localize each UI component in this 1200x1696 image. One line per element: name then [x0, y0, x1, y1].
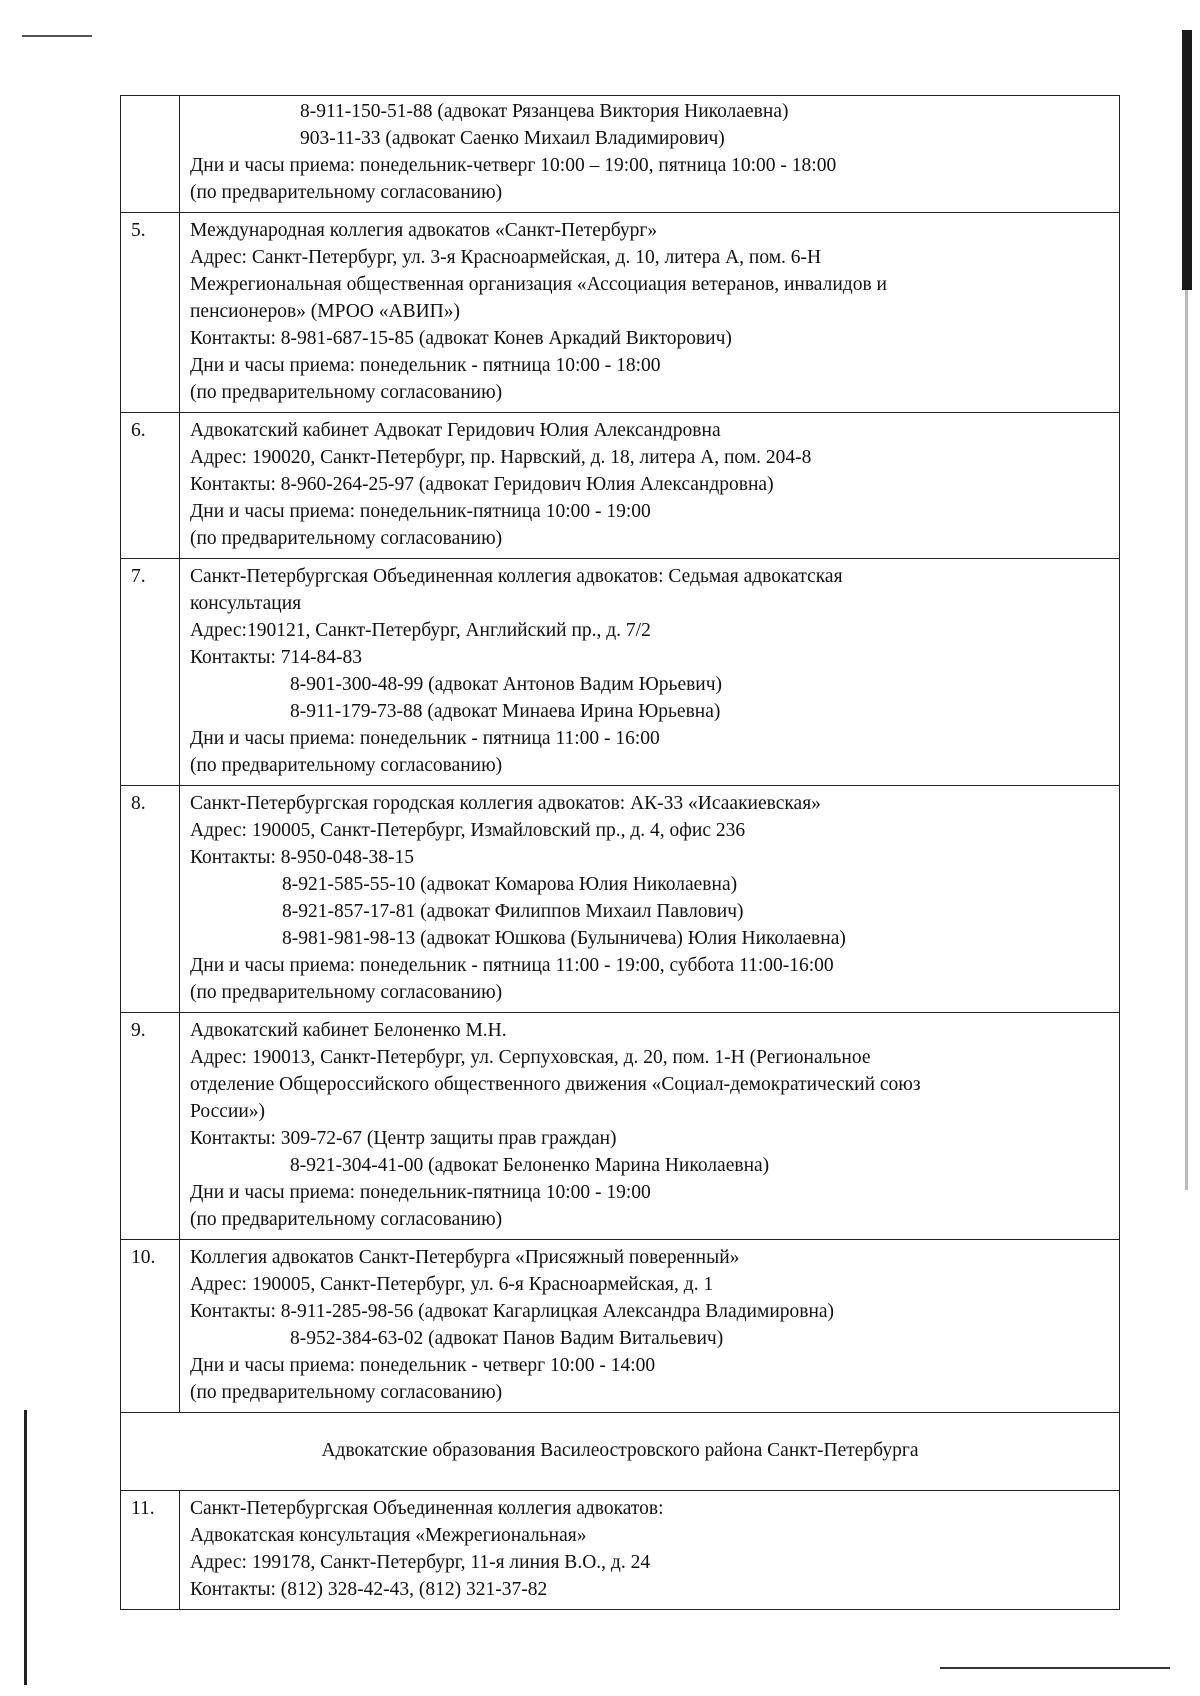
scan-artifact-right-edge: [1182, 30, 1192, 290]
row-text-line: Контакты: 8-960-264-25-97 (адвокат Геридович Юлия Александровна): [190, 474, 774, 495]
row-text-line: отделение Общероссийского общественного движения «Социал-демократический союз: [190, 1074, 921, 1095]
row-text-line: Адрес: Санкт-Петербург, ул. 3-я Красноармейская, д. 10, литера А, пом. 6-Н: [190, 247, 822, 268]
row-content: [180, 786, 1120, 1013]
row-number: 9.: [121, 1013, 180, 1240]
row-text-line: 8-952-384-63-02 (адвокат Панов Вадим Витальевич): [290, 1328, 724, 1349]
row-text-line: Санкт-Петербургская Объединенная коллегия адвокатов: Седьмая адвокатская: [190, 566, 843, 587]
row-text-line: 8-981-981-98-13 (адвокат Юшкова (Булыничева) Юлия Николаевна): [282, 928, 846, 949]
row-text-line: Адвокатская консультация «Межрегиональная»: [190, 1525, 587, 1546]
row-text-line: Контакты: 714-84-83: [190, 647, 363, 668]
row-text-line: Контакты: 8-911-285-98-56 (адвокат Кагарлицкая Александра Владимировна): [190, 1301, 835, 1322]
row-text-line: Контакты: 8-981-687-15-85 (адвокат Конев Аркадий Викторович): [190, 328, 732, 349]
row-text-line: 8-911-150-51-88 (адвокат Рязанцева Виктория Николаевна): [300, 101, 789, 122]
row-text-line: Адвокатский кабинет Адвокат Геридович Юлия Александровна: [190, 420, 721, 441]
table-row: [121, 559, 1120, 786]
row-content: [180, 1491, 1120, 1610]
row-text-line: Адрес: 190005, Санкт-Петербург, Измайловский пр., д. 4, офис 236: [190, 820, 746, 841]
row-number: [121, 96, 180, 213]
lawyers-table: [120, 95, 1120, 1610]
section-heading-row: [121, 1413, 1120, 1491]
scan-artifact-right-shadow: [1185, 290, 1188, 1190]
row-text-line: (по предварительному согласованию): [190, 382, 503, 403]
row-text-line: Межрегиональная общественная организация «Ассоциация ветеранов, инвалидов и: [190, 274, 887, 295]
row-text-line: Дни и часы приема: понедельник - четверг 10:00 - 14:00: [190, 1355, 656, 1376]
row-text-line: 8-911-179-73-88 (адвокат Минаева Ирина Юрьевна): [290, 701, 721, 722]
row-text-line: Адвокатский кабинет Белоненко М.Н.: [190, 1020, 507, 1041]
row-number: 6.: [121, 413, 180, 559]
row-text-line: 8-921-304-41-00 (адвокат Белоненко Марина Николаевна): [290, 1155, 770, 1176]
scan-artifact-left-edge: [24, 1410, 27, 1685]
row-text-line: консультация: [190, 593, 302, 614]
row-text-line: Дни и часы приема: понедельник-четверг 10:00 – 19:00, пятница 10:00 - 18:00: [190, 155, 837, 176]
row-text-line: (по предварительному согласованию): [190, 1209, 503, 1230]
row-text-line: пенсионеров» (МРОО «АВИП»): [190, 301, 460, 322]
table-row: [121, 1491, 1120, 1610]
row-text-line: Санкт-Петербургская городская коллегия адвокатов: АК-33 «Исаакиевская»: [190, 793, 821, 814]
table-row: [121, 413, 1120, 559]
row-text-line: Адрес: 190020, Санкт-Петербург, пр. Нарвский, д. 18, литера А, пом. 204-8: [190, 447, 812, 468]
lawyers-table-body: [121, 96, 1120, 1610]
row-text-line: (по предварительному согласованию): [190, 528, 503, 549]
row-text-line: (по предварительному согласованию): [190, 755, 503, 776]
row-text-line: Дни и часы приема: понедельник - пятница 10:00 - 18:00: [190, 355, 661, 376]
row-content: [180, 413, 1120, 559]
row-text-line: Адрес: 190005, Санкт-Петербург, ул. 6-я Красноармейская, д. 1: [190, 1274, 714, 1295]
section-heading: Адвокатские образования Василеостровского района Санкт-Петербурга: [121, 1413, 1120, 1491]
row-text-line: Международная коллегия адвокатов «Санкт-Петербург»: [190, 220, 658, 241]
row-content: [180, 1013, 1120, 1240]
table-row: [121, 1240, 1120, 1413]
row-text-line: России»): [190, 1101, 266, 1122]
row-text-line: (по предварительному согласованию): [190, 982, 503, 1003]
row-text-line: 903-11-33 (адвокат Саенко Михаил Владимирович): [300, 128, 725, 149]
row-text-line: Дни и часы приема: понедельник-пятница 10:00 - 19:00: [190, 501, 651, 522]
row-text-line: 8-921-585-55-10 (адвокат Комарова Юлия Николаевна): [282, 874, 738, 895]
row-text-line: Адрес:190121, Санкт-Петербург, Английский пр., д. 7/2: [190, 620, 651, 641]
table-row: [121, 786, 1120, 1013]
row-text-line: (по предварительному согласованию): [190, 1382, 503, 1403]
row-content: [180, 1240, 1120, 1413]
table-row: [121, 96, 1120, 213]
row-text-line: Адрес: 199178, Санкт-Петербург, 11-я линия В.О., д. 24: [190, 1552, 651, 1573]
row-text-line: Контакты: 309-72-67 (Центр защиты прав граждан): [190, 1128, 617, 1149]
row-content: [180, 96, 1120, 213]
row-text-line: 8-901-300-48-99 (адвокат Антонов Вадим Юрьевич): [290, 674, 723, 695]
row-number: 10.: [121, 1240, 180, 1413]
row-content: [180, 559, 1120, 786]
row-text-line: Дни и часы приема: понедельник - пятница 11:00 - 19:00, суббота 11:00-16:00: [190, 955, 834, 976]
row-number: 5.: [121, 213, 180, 413]
table-row: [121, 213, 1120, 413]
row-text-line: Контакты: 8-950-048-38-15: [190, 847, 414, 868]
table-row: [121, 1013, 1120, 1240]
scan-artifact-bottom-line: [940, 1667, 1170, 1669]
row-text-line: Дни и часы приема: понедельник - пятница 11:00 - 16:00: [190, 728, 660, 749]
row-text-line: Коллегия адвокатов Санкт-Петербурга «Присяжный поверенный»: [190, 1247, 740, 1268]
row-text-line: Дни и часы приема: понедельник-пятница 10:00 - 19:00: [190, 1182, 651, 1203]
row-number: 8.: [121, 786, 180, 1013]
row-number: 11.: [121, 1491, 180, 1610]
row-content: [180, 213, 1120, 413]
row-text-line: Санкт-Петербургская Объединенная коллегия адвокатов:: [190, 1498, 664, 1519]
row-text-line: (по предварительному согласованию): [190, 182, 503, 203]
scan-artifact-top-left: [22, 35, 92, 37]
row-text-line: 8-921-857-17-81 (адвокат Филиппов Михаил Павлович): [282, 901, 744, 922]
row-text-line: Контакты: (812) 328-42-43, (812) 321-37-82: [190, 1579, 548, 1600]
row-number: 7.: [121, 559, 180, 786]
row-text-line: Адрес: 190013, Санкт-Петербург, ул. Серпуховская, д. 20, пом. 1-Н (Региональное: [190, 1047, 871, 1068]
